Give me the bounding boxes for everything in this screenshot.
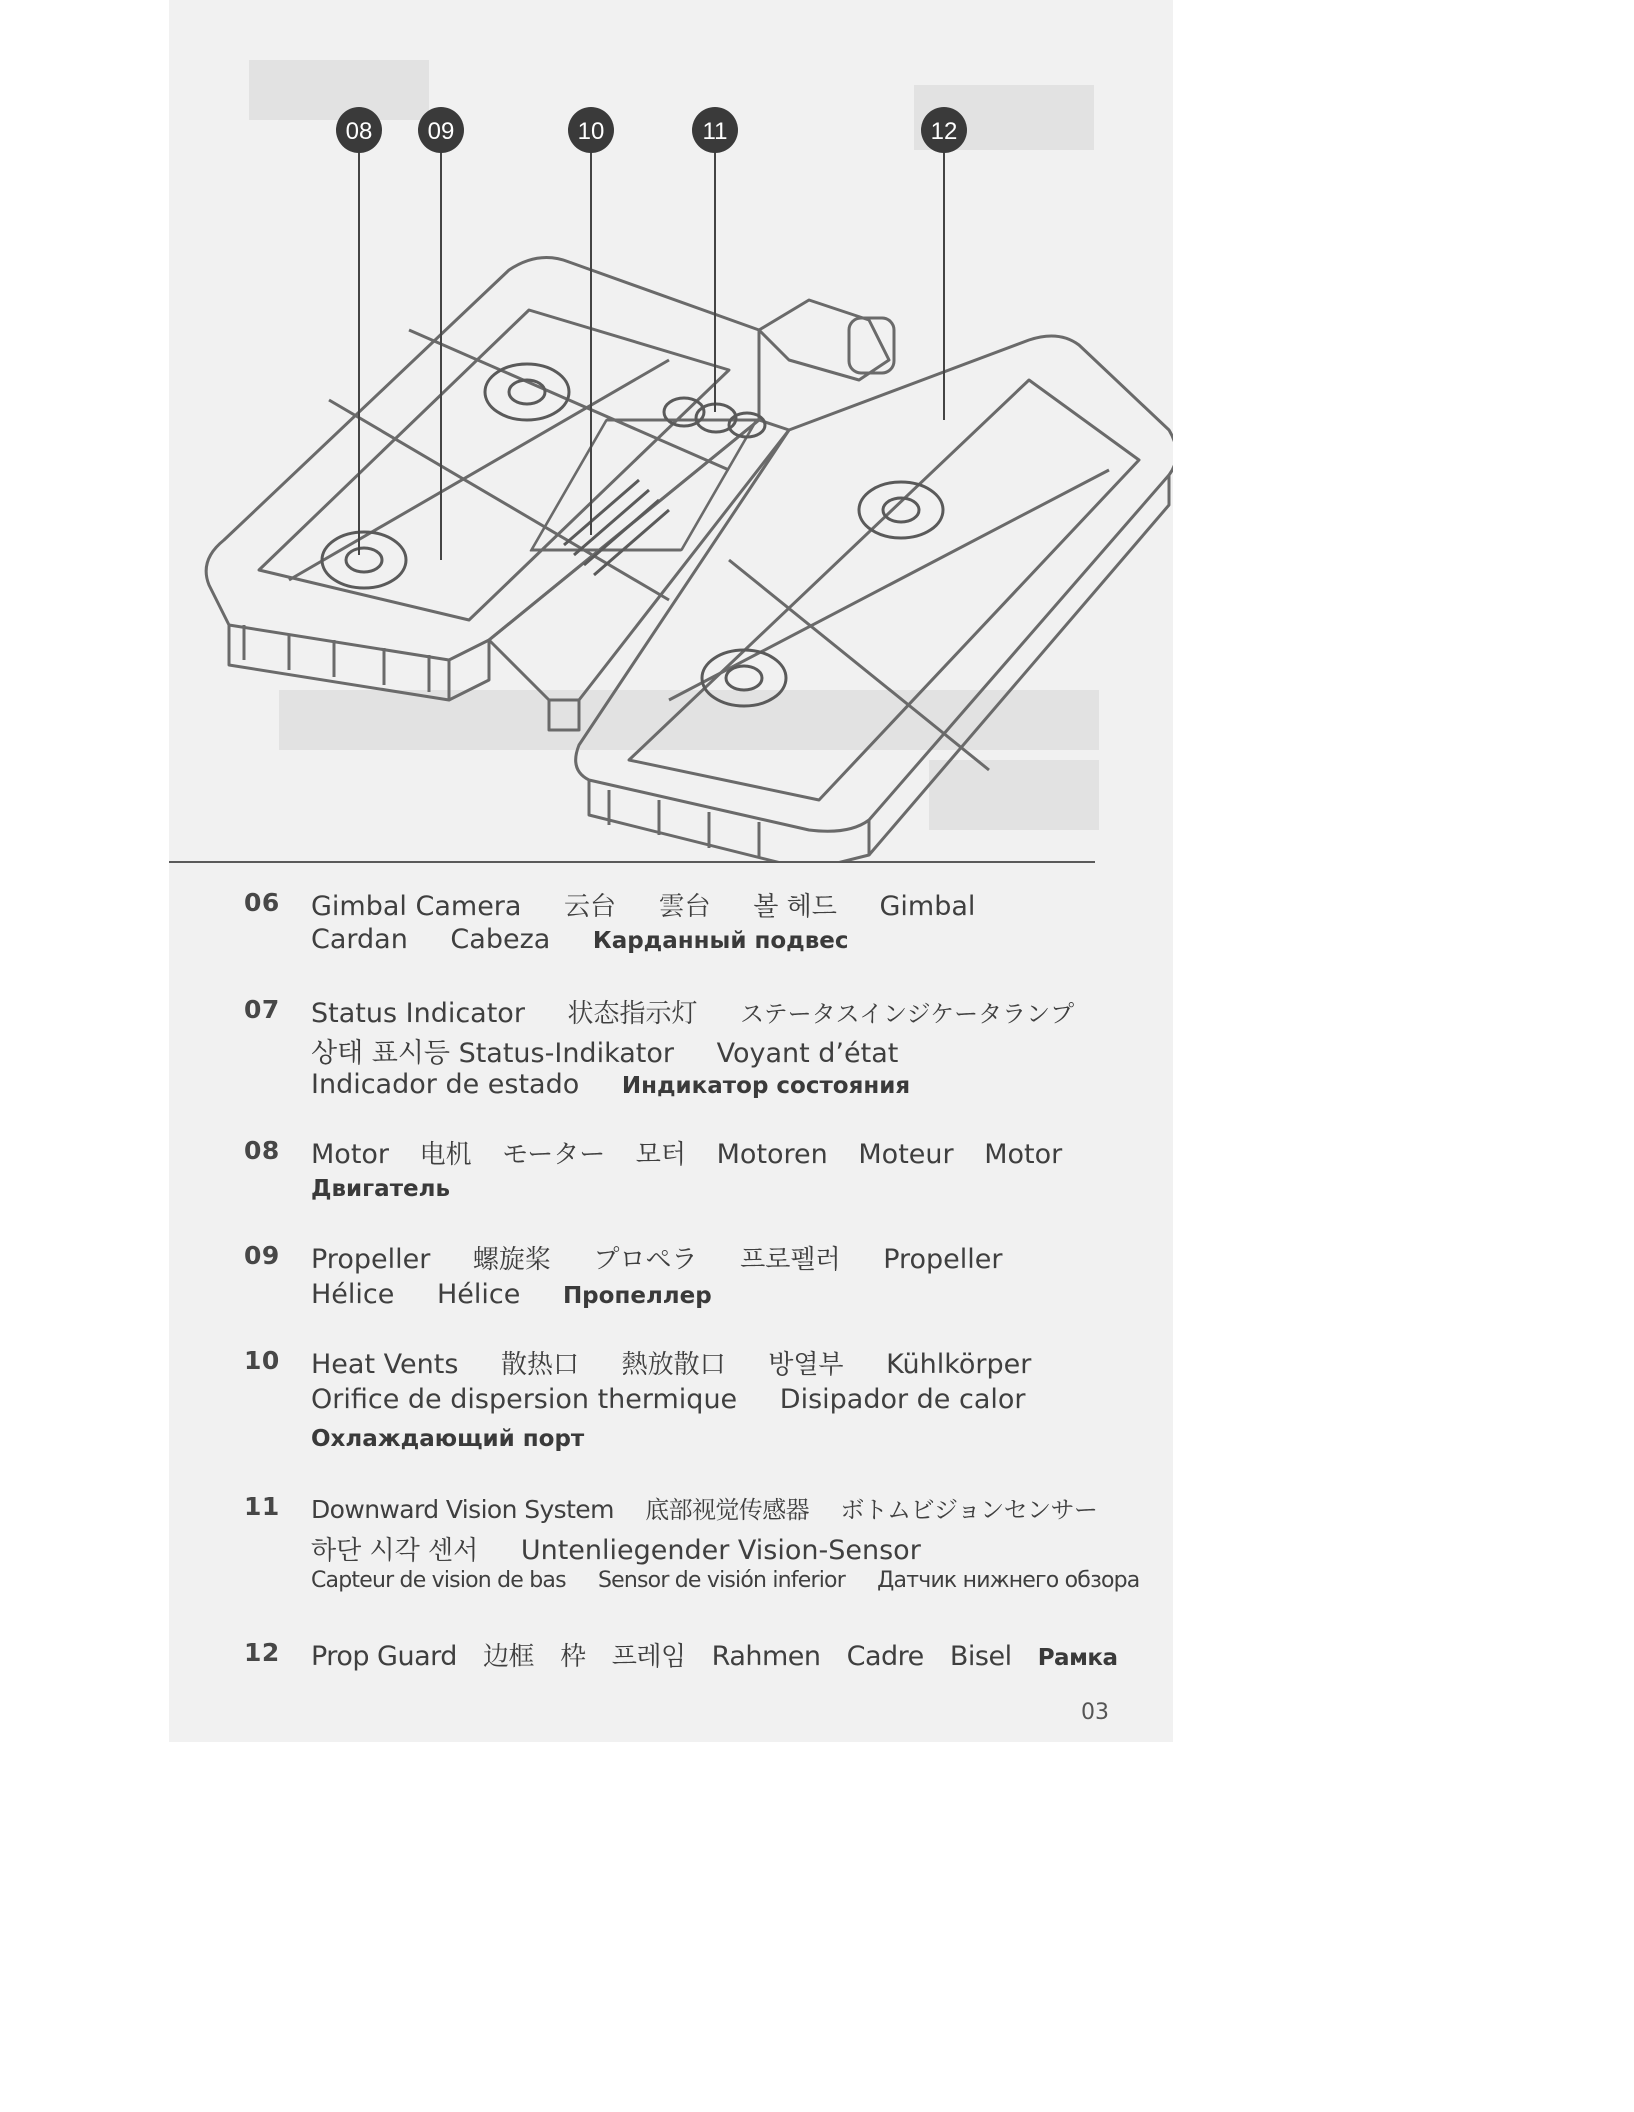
- entry-line: [311, 1636, 1151, 1673]
- term: Kühlkörper: [886, 1349, 1032, 1380]
- term: Cardan: [311, 924, 408, 955]
- entry-line: [311, 1172, 1151, 1203]
- term: Hélice: [436, 1279, 521, 1310]
- entry-line: [311, 1279, 1151, 1310]
- term: Prop Guard: [311, 1641, 457, 1672]
- callout-label: 09: [427, 118, 455, 145]
- term: 프레임: [611, 1642, 686, 1672]
- term: 방열부: [768, 1350, 844, 1380]
- entry-line: [311, 886, 1151, 923]
- term: Gimbal: [879, 891, 976, 922]
- entry-line: [311, 1530, 1151, 1567]
- term: Motor: [984, 1139, 1063, 1170]
- term: Indicador de estado: [311, 1069, 580, 1100]
- term: Cadre: [846, 1641, 924, 1672]
- drone-illustration: [169, 0, 1173, 862]
- entry-number: 11: [244, 1492, 280, 1521]
- term: Moteur: [858, 1139, 954, 1170]
- term: Карданный подвес: [592, 928, 849, 954]
- term: Hélice: [311, 1279, 395, 1310]
- term: 云台: [564, 892, 617, 922]
- entry-line: [311, 1031, 1151, 1070]
- term: 熱放散口: [621, 1350, 726, 1380]
- entry-line: [311, 1344, 1151, 1381]
- term: Orifice de dispersion thermique: [311, 1384, 738, 1415]
- entry-number: 09: [244, 1241, 280, 1270]
- term: 볼 헤드: [753, 892, 837, 922]
- term: Capteur de vision de bas: [311, 1568, 566, 1593]
- divider: [169, 861, 1095, 863]
- term: Untenliegender Vision-Sensor: [520, 1535, 921, 1566]
- callout-label: 08: [345, 118, 373, 145]
- term: ステータスインジケータランプ: [740, 1000, 1075, 1028]
- term: Двигатель: [311, 1176, 451, 1202]
- term: 螺旋桨: [472, 1245, 551, 1275]
- manual-page: [169, 0, 1173, 1742]
- term: Disipador de calor: [779, 1384, 1026, 1415]
- term: Bisel: [949, 1641, 1012, 1672]
- term: 상태 표시등 Status-Indikator: [311, 1038, 674, 1069]
- term: 모터: [635, 1140, 687, 1170]
- entry-line: [311, 1490, 1151, 1525]
- term: 边框: [483, 1642, 535, 1672]
- callout-badges: [336, 107, 967, 153]
- term: Propeller: [883, 1244, 1003, 1275]
- entry-number: 06: [244, 888, 280, 917]
- page-number: 03: [1081, 1700, 1109, 1725]
- entry-number: 12: [244, 1638, 280, 1667]
- term: Voyant d’état: [716, 1038, 899, 1069]
- term: Рамка: [1037, 1645, 1118, 1671]
- term: Downward Vision System: [311, 1495, 614, 1524]
- term: Motor: [311, 1139, 390, 1170]
- heat-vents: [564, 480, 669, 575]
- term: 底部视觉传感器: [645, 1496, 810, 1524]
- entry-line: [311, 1134, 1151, 1171]
- term: Motoren: [716, 1139, 828, 1170]
- term: モーター: [502, 1140, 606, 1170]
- term: プロペラ: [593, 1245, 698, 1275]
- term: Пропеллер: [562, 1283, 712, 1309]
- entry-line: [311, 993, 1151, 1030]
- callout-label: 12: [930, 118, 958, 145]
- entry-number: 07: [244, 995, 280, 1024]
- entry-line: [311, 1422, 1151, 1453]
- entry-line: [311, 1384, 1151, 1415]
- entry-number: 10: [244, 1346, 280, 1375]
- term: 电机: [419, 1140, 472, 1170]
- term: 하단 시각 센서: [311, 1536, 479, 1566]
- entry-line: [311, 924, 1151, 955]
- term: 프로펠러: [740, 1245, 841, 1275]
- term: Охлаждающий порт: [311, 1426, 585, 1452]
- term: 枠: [560, 1642, 586, 1672]
- drone-diagram: [169, 0, 1173, 862]
- term: Cabeza: [450, 924, 551, 955]
- entry-line: [311, 1069, 1151, 1100]
- entry-number: 08: [244, 1136, 280, 1165]
- term: Sensor de visión inferior: [597, 1568, 845, 1593]
- entry-line: [311, 1239, 1151, 1276]
- term: Gimbal Camera: [311, 891, 522, 922]
- leader-lines: [359, 148, 944, 560]
- term: ボトムビジョンセンサー: [840, 1496, 1098, 1524]
- term: Heat Vents: [311, 1349, 459, 1380]
- entry-line: [311, 1568, 1151, 1593]
- callout-label: 11: [702, 118, 728, 145]
- term: 状态指示灯: [567, 999, 698, 1029]
- term: Propeller: [311, 1244, 431, 1275]
- term: Status Indicator: [311, 998, 525, 1029]
- term: Датчик нижнего обзора: [877, 1568, 1140, 1593]
- term: Rahmen: [711, 1641, 821, 1672]
- term: 雲台: [658, 892, 711, 922]
- term: 散热口: [500, 1350, 579, 1380]
- callout-label: 10: [577, 118, 605, 145]
- term: Индикатор состояния: [621, 1073, 911, 1099]
